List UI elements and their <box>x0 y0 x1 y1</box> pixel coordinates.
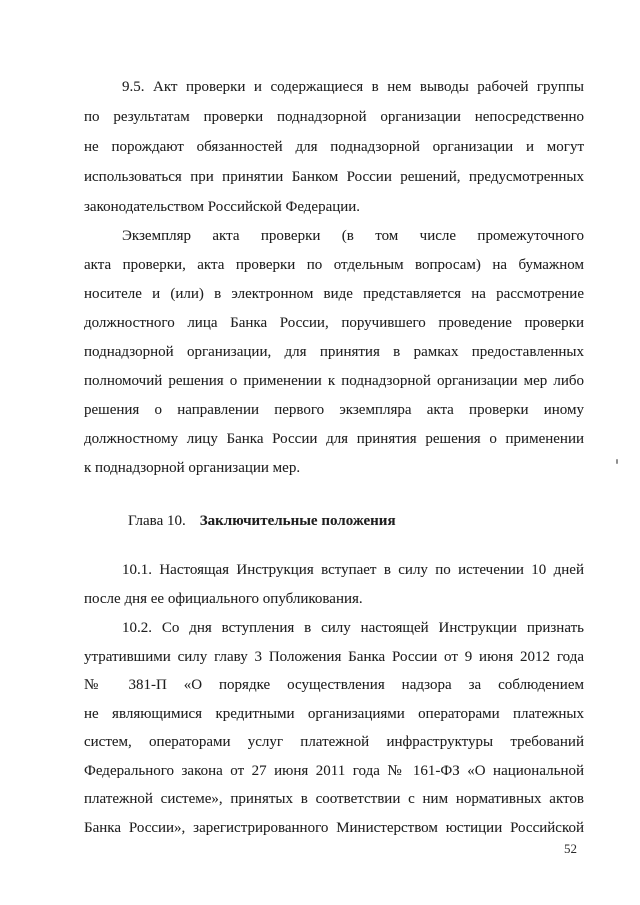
paragraph-9-5 <box>84 72 584 222</box>
chapter-title: Заключительные положения <box>199 513 396 529</box>
text-line: платежной системе», принятых в соответствии с ним нормативных актов <box>84 791 584 807</box>
ink-speck <box>616 459 618 464</box>
text-line: полномочий решения о применении к поднадзорной организации мер либо <box>84 373 584 389</box>
text-line: законодательством Российской Федерации. <box>84 199 361 215</box>
text-line: не порождают обязанностей для поднадзорной организации и могут <box>84 139 584 155</box>
text-line: использоваться при принятии Банком России решений, предусмотренных <box>84 169 584 185</box>
text-line: 9.5. Акт проверки и содержащиеся в нем выводы рабочей группы <box>122 79 584 95</box>
text-line: акта проверки, акта проверки по отдельным вопросам) на бумажном <box>84 257 584 273</box>
text-line: Федерального закона от 27 июня 2011 года № 161-ФЗ «О национальной <box>84 762 584 779</box>
paragraph-10-2 <box>84 614 584 842</box>
text-line: должностному лицу Банка России для принятия решения о применении <box>84 431 584 447</box>
text-line: по результатам проверки поднадзорной организации непосредственно <box>84 109 584 125</box>
text-line: утратившими силу главу 3 Положения Банка России от 9 июня 2012 года <box>84 648 584 665</box>
text-line: после дня ее официального опубликования. <box>84 591 363 607</box>
text-line: систем, операторами услуг платежной инфраструктуры требований <box>84 734 584 750</box>
text-line: решения о направлении первого экземпляра акта проверки иному <box>84 402 584 418</box>
text-line: № 381-П «О порядке осуществления надзора за соблюдением <box>84 677 584 693</box>
text-line: поднадзорной организации, для принятия в рамках предоставленных <box>84 344 584 360</box>
text-line: 10.2. Со дня вступления в силу настоящей Инструкции признать <box>122 620 584 636</box>
text-line: носителе и (или) в электронном виде представляется на рассмотрение <box>84 286 584 302</box>
text-line: должностного лица Банка России, поручившего проведение проверки <box>84 315 584 331</box>
paragraph-10-1 <box>84 556 584 614</box>
text-line: Экземпляр акта проверки (в том числе промежуточного <box>122 228 584 244</box>
chapter-heading <box>84 506 584 536</box>
text-line: 10.1. Настоящая Инструкция вступает в силу по истечении 10 дней <box>122 562 584 578</box>
text-line: не являющимися кредитными организациями операторами платежных <box>84 705 584 722</box>
page-number: 52 <box>564 841 577 856</box>
text-line: к поднадзорной организации мер. <box>84 460 301 476</box>
paragraph-act-copy <box>84 222 584 483</box>
text-line: Банка России», зарегистрированного Министерством юстиции Российской <box>84 819 584 836</box>
chapter-number: Глава 10. <box>128 513 186 529</box>
